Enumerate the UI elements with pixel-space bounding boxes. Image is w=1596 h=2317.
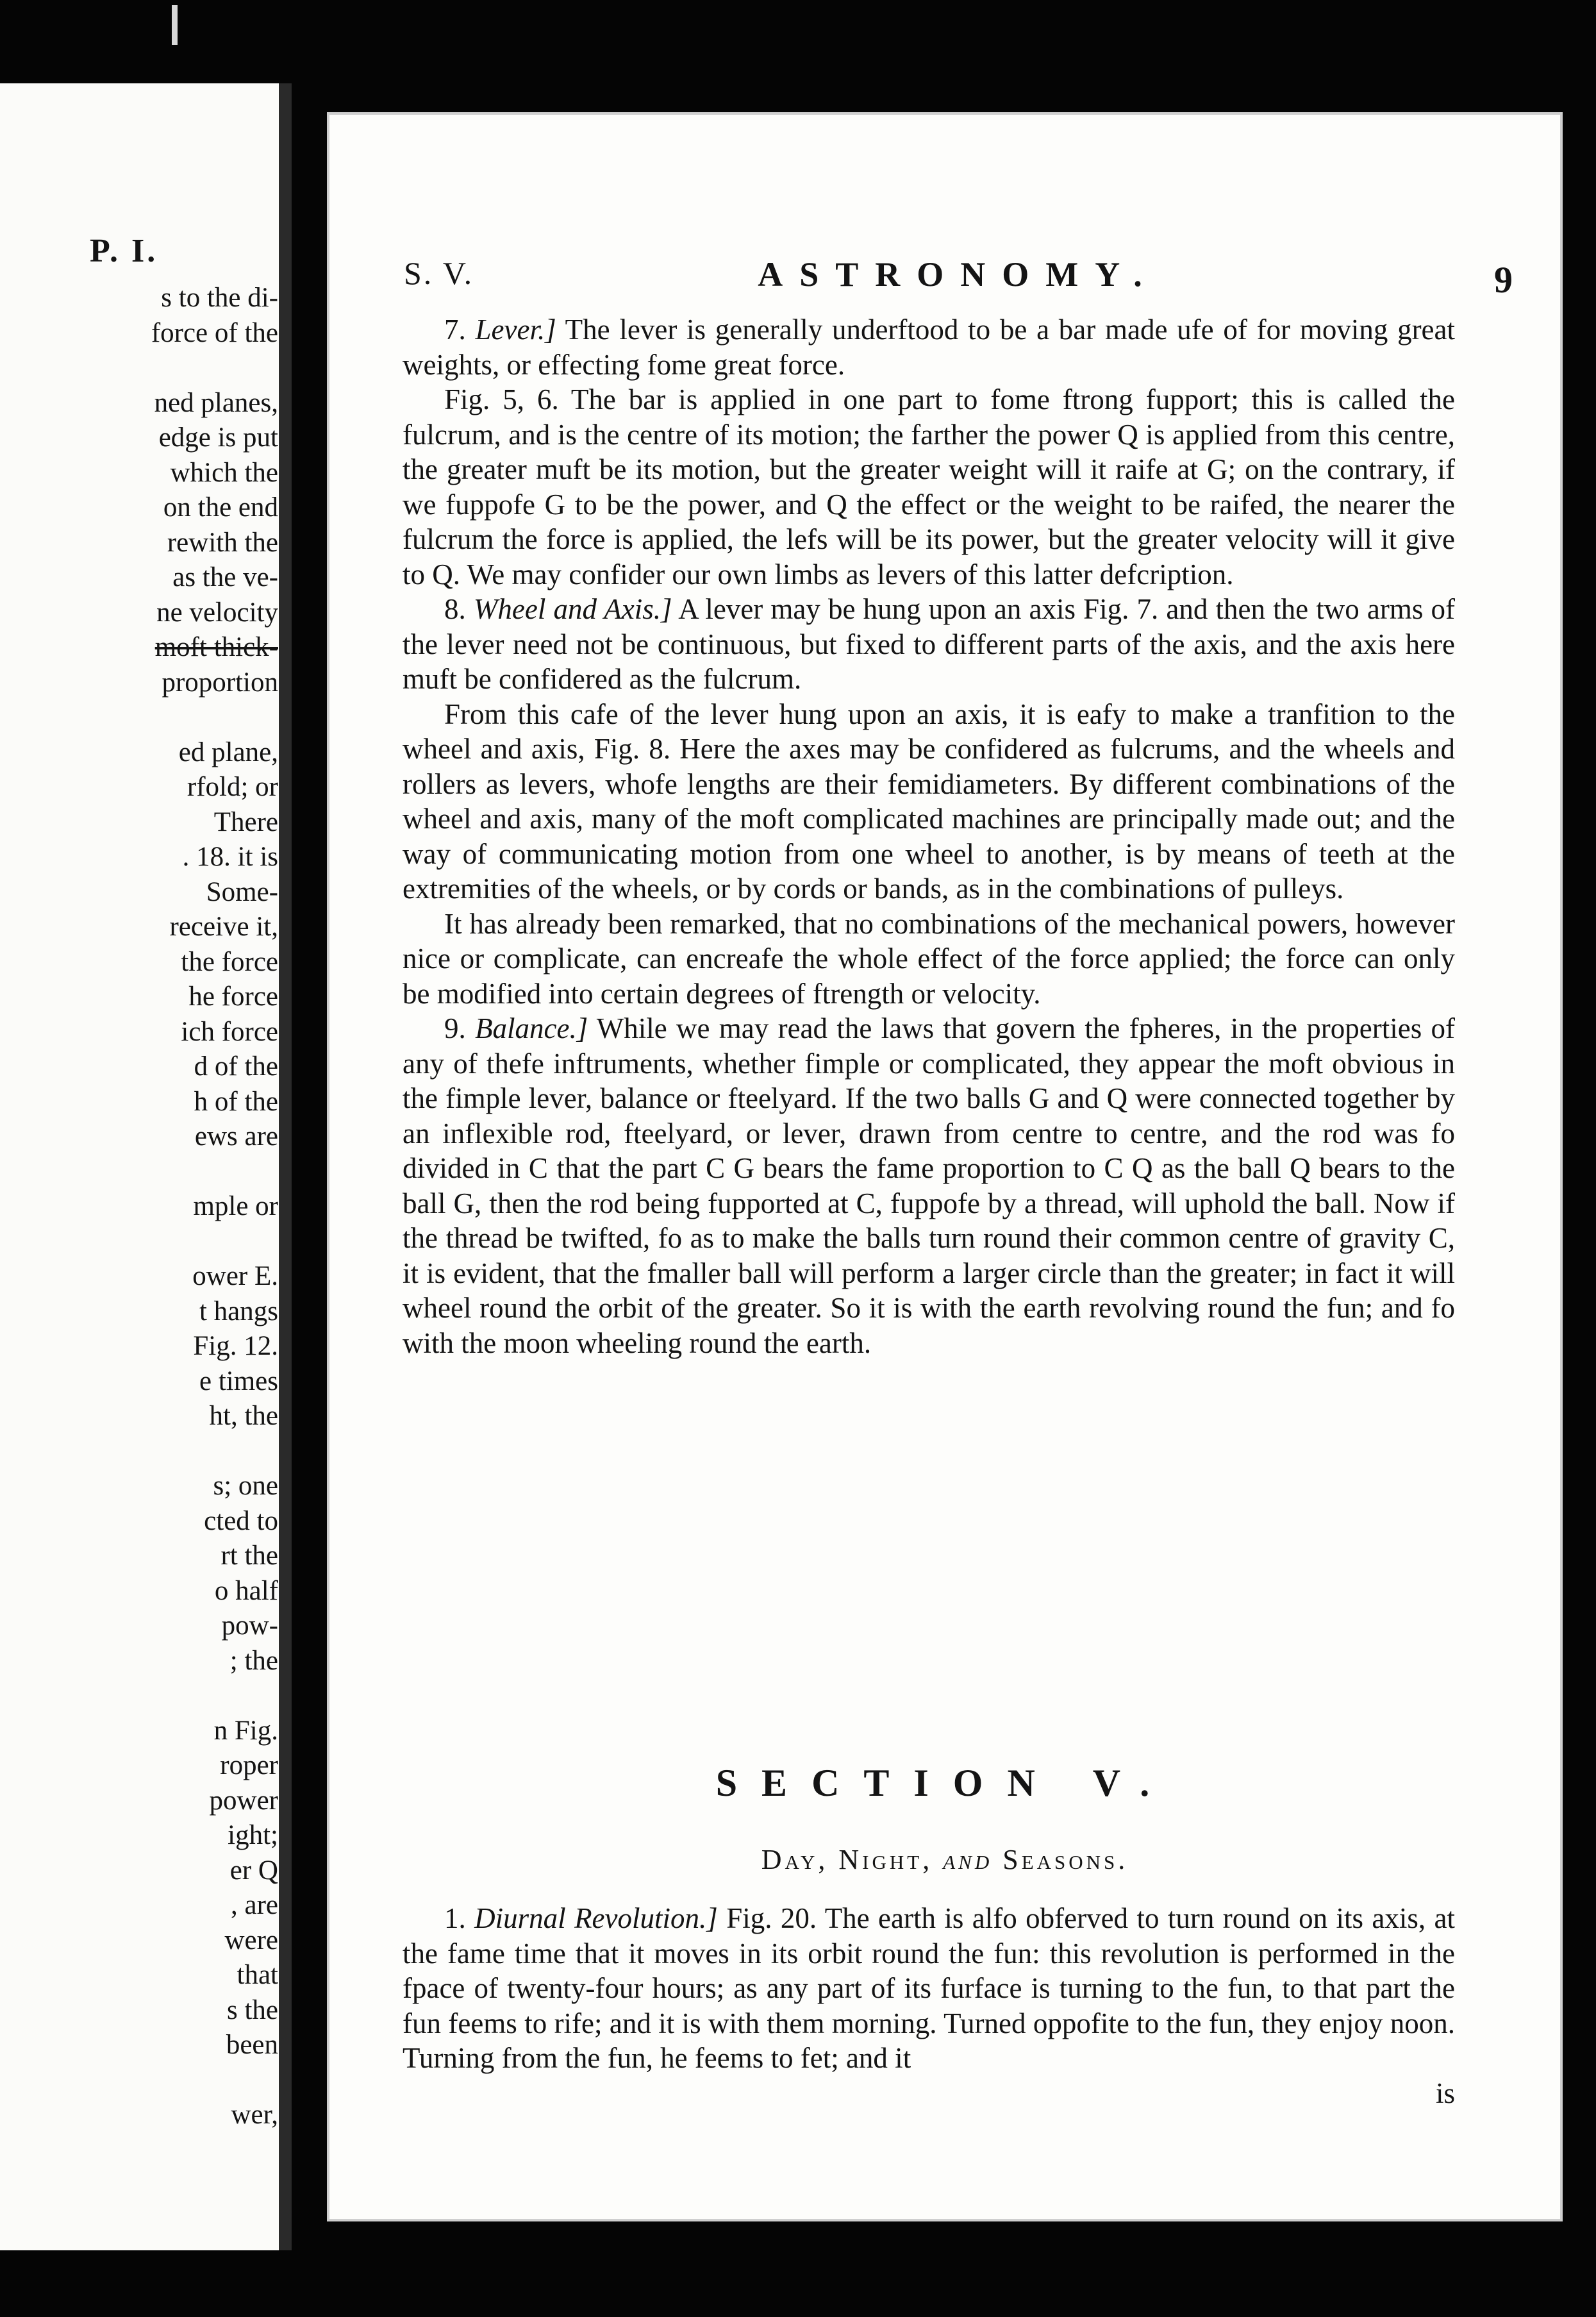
previous-page-line: moft thick-	[154, 632, 278, 662]
previous-page-line: ight;	[228, 1820, 278, 1850]
paragraph-number: 1.	[444, 1902, 466, 1934]
previous-page-line: . 18. it is	[182, 842, 278, 872]
previous-page-line: h of the	[194, 1086, 278, 1117]
paragraph-lever	[403, 312, 1455, 382]
previous-page-line: There	[213, 807, 278, 837]
previous-page-line: n Fig.	[213, 1715, 278, 1746]
previous-page-line	[0, 700, 278, 735]
paragraph-wheel-axis	[403, 592, 1455, 697]
paragraph-balance	[403, 1011, 1455, 1360]
running-head-title: ASTRONOMY.	[758, 255, 1159, 294]
previous-page-line: which the	[170, 457, 278, 488]
previous-page-line: that	[237, 1960, 278, 1990]
paragraph-heading-diurnal: Diurnal Revolution.]	[474, 1902, 718, 1934]
previous-page-line: ; the	[229, 1645, 278, 1676]
previous-page-line: s to the di-	[161, 283, 278, 313]
previous-page-line	[0, 351, 278, 386]
previous-page	[0, 83, 292, 2250]
body-text-upper	[403, 312, 1455, 1360]
paragraph-text: The lever is generally underftood to be a bar made ufe of for moving great weights, or effecting fome great force.	[403, 314, 1456, 381]
previous-page-line: ed plane,	[178, 737, 278, 767]
paragraph-from-this-case: From this cafe of the lever hung upon an axis, it is eafy to make a tranfition to the wheel and axis, Fig. 8. Here the axes may be confidered as fulcrums, and the wheels and rollers as levers, whofe lengths are their femidiameters. By different combinations of the wheel and axis, many of the moft complicated machines are principally made out; and the way of communicating motion from one wheel to another, is by means of teeth at the extremities of the wheels, or by cords or bands, as in the combinations of pulleys.	[403, 698, 1455, 905]
previous-page-line: pow-	[221, 1610, 278, 1641]
previous-page-line	[0, 1225, 278, 1260]
previous-page-line: s the	[226, 1995, 278, 2025]
previous-page-line: as the ve-	[172, 562, 278, 592]
paragraph-heading-wheel-axis: Wheel and Axis.]	[473, 593, 672, 625]
previous-page-line: ne velocity	[156, 597, 278, 628]
previous-page-line: Some-	[206, 876, 278, 907]
previous-page-line: on the end	[163, 492, 278, 523]
page-gutter	[279, 83, 292, 2250]
paragraph-text: While we may read the laws that govern the fpheres, in the properties of any of thefe inftruments, whether fimple or complicated, they appear the moft obvious in the fimple lever, balance or fteelyard. If the two balls G and Q were connected together by an inflexible rod, fteelyard, or lever, drawn from centre to centre, and the rod was fo divided in C that the part C G bears the fame proportion to C Q as the ball Q bears to the ball G, then the rod being fupported at C, fuppofe by a thread, will uphold the ball. Now if the thread be twifted, fo as to make the balls turn round their common centre of gravity C, it is evident, that the fmaller ball will perform a larger circle than the greater; in fact it will wheel round the orbit of the greater. So it is with the earth revolving round the fun; and fo with the moon wheeling round the earth.	[403, 1012, 1456, 1359]
previous-page-line: s; one	[213, 1471, 278, 1501]
previous-page-line	[0, 1434, 278, 1469]
previous-page-line: t hangs	[199, 1296, 278, 1326]
section-title: SECTION V.	[715, 1762, 1174, 1804]
paragraph-heading-lever: Lever.]	[475, 314, 556, 346]
paragraph-heading-balance: Balance.]	[475, 1012, 588, 1044]
previous-page-line: ned planes,	[154, 387, 278, 418]
section-subtitle-part: Seasons.	[992, 1844, 1129, 1875]
previous-page-line: cted to	[204, 1505, 278, 1536]
previous-page-line: rt the	[220, 1541, 278, 1571]
body-text-lower	[403, 1901, 1455, 2111]
previous-page-line: ht, the	[209, 1401, 278, 1431]
previous-page-line	[0, 1155, 278, 1190]
book-page	[327, 112, 1563, 2221]
previous-page-line: e times	[199, 1366, 278, 1396]
scan-edge-mark	[172, 5, 178, 45]
previous-page-line: rfold; or	[187, 772, 278, 802]
previous-page-line: ich force	[181, 1016, 278, 1047]
paragraph-number: 8.	[444, 593, 466, 625]
previous-page-line: been	[226, 2030, 278, 2060]
previous-page-line: he force	[188, 982, 278, 1012]
previous-page-line: , are	[231, 1890, 278, 1920]
previous-page-line: were	[224, 1925, 278, 1955]
paragraph-number: 7.	[444, 314, 466, 346]
paragraph-text: A lever may be hung upon an axis Fig. 7. and then the two arms of the lever need not be continuous, but fixed to different parts of the axis, and the axis here muft be confidered as the fulcrum.	[403, 593, 1455, 695]
paragraph-text: Fig. 20. The earth is alfo obferved to turn round on its axis, at the fame time that it moves in its orbit round the fun: this revolution is performed in the fpace of twenty-four hours; as any part of its furface is turning to the fun, to that part the fun feems to rife; and it is with them morning. Turned oppofite to the fun, they enjoy noon. Turning from the fun, he feems to fet; and it	[403, 1902, 1456, 2074]
page-header	[404, 255, 1513, 306]
paragraph-number: 9.	[444, 1012, 466, 1044]
previous-page-header: P. I.	[90, 233, 158, 269]
previous-page-line: rewith the	[167, 527, 278, 558]
previous-page-line	[0, 2063, 278, 2098]
previous-page-line: edge is put	[158, 422, 278, 453]
previous-page-line: mple or	[193, 1191, 278, 1221]
previous-page-line: power	[209, 1785, 278, 1816]
paragraph-diurnal-revolution	[403, 1901, 1455, 2076]
section-subtitle	[327, 1843, 1563, 1876]
catchword: is	[1435, 2077, 1455, 2109]
previous-page-text	[0, 281, 278, 2133]
previous-page-line: receive it,	[169, 912, 278, 942]
previous-page-line: proportion	[162, 667, 278, 698]
previous-page-line: force of the	[151, 317, 278, 348]
running-head-section: S. V.	[404, 255, 474, 291]
section-subtitle-and: and	[943, 1844, 993, 1875]
section-subtitle-part: Day, Night,	[761, 1844, 943, 1875]
paragraph-fig-5-6: Fig. 5, 6. The bar is applied in one part to fome ftrong fupport; this is called the fulcrum, and is the centre of its motion; the farther the power Q is applied from this centre, the greater muft be its motion, but the greater weight will it raife at G; on the contrary, if we fuppofe G to be the power, and Q the effect or the weight to be raifed, the nearer the fulcrum the force is applied, the lefs will be its power, but the greater velocity will it give to Q. We may confider our own limbs as levers of this latter defcription.	[403, 383, 1455, 590]
previous-page-line: roper	[220, 1750, 278, 1780]
page-number: 9	[1494, 259, 1513, 301]
paragraph-remarked: It has already been remarked, that no combinations of the mechanical powers, however nice or complicate, can encreafe the whole effect of the force applied; the force can only be modified into certain degrees of ftrength or velocity.	[403, 907, 1455, 1010]
previous-page-line: ews are	[194, 1121, 278, 1151]
previous-page-line: o half	[214, 1575, 278, 1606]
previous-page-line: the force	[181, 946, 278, 977]
previous-page-line	[0, 1678, 278, 1714]
previous-page-line: wer,	[231, 2100, 278, 2130]
previous-page-line: Fig. 12.	[193, 1331, 278, 1361]
previous-page-line: d of the	[194, 1051, 278, 1082]
previous-page-line: ower E.	[192, 1261, 278, 1291]
previous-page-line: er Q	[229, 1855, 278, 1886]
